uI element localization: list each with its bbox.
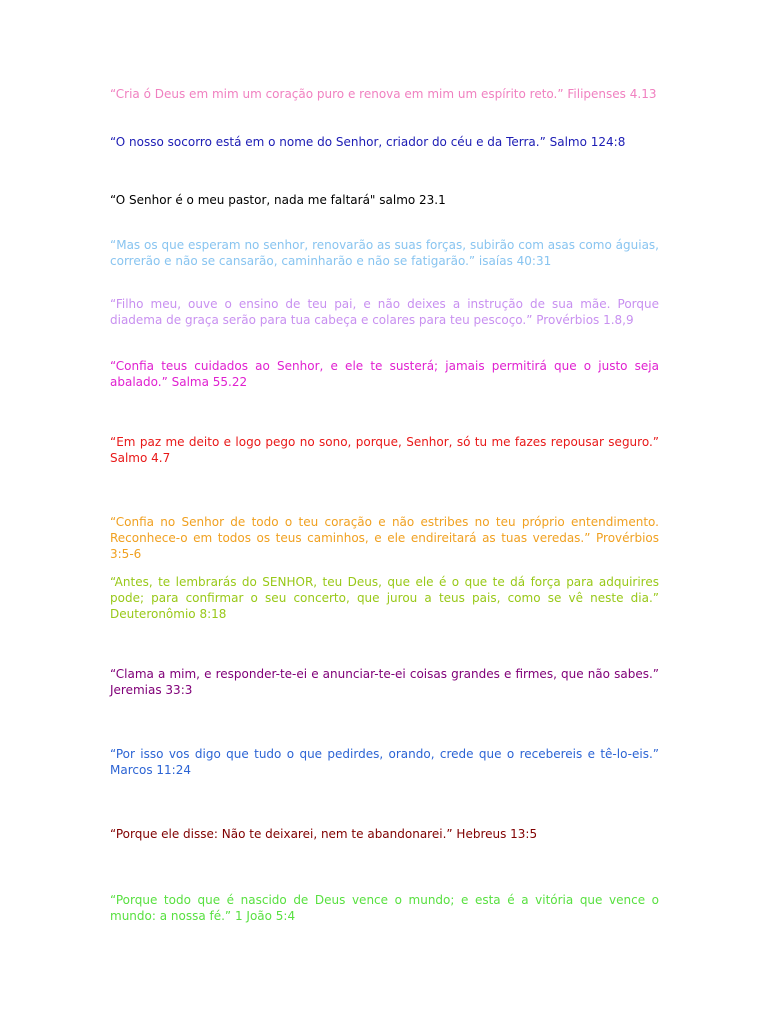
verse-paragraph: “Porque todo que é nascido de Deus vence o mundo; e esta é a vitória que vence o mundo: a nossa fé.” 1 João 5:4 — [110, 893, 659, 923]
verse-paragraph: “Por isso vos digo que tudo o que pedirdes, orando, crede que o recebereis e tê-lo-eis.” Marcos 11:24 — [110, 747, 659, 777]
verse-paragraph: “Mas os que esperam no senhor, renovarão as suas forças, subirão com asas como águias, correrão e não se cansarão, caminharão e não se fatigarão.” isaías 40:31 — [110, 238, 659, 268]
verse-paragraph: “O nosso socorro está em o nome do Senhor, criador do céu e da Terra.” Salmo 124:8 — [110, 135, 626, 149]
verse-paragraph: “Filho meu, ouve o ensino de teu pai, e não deixes a instrução de sua mãe. Porque diadema de graça serão para tua cabeça e colares para teu pescoço.” Provérbios 1.8,9 — [110, 297, 659, 327]
verse-paragraph: “O Senhor é o meu pastor, nada me faltará" salmo 23.1 — [110, 193, 446, 207]
verse-paragraph: “Confia teus cuidados ao Senhor, e ele te susterá; jamais permitirá que o justo seja abalado.” Salma 55.22 — [110, 359, 659, 389]
verse-paragraph: “Clama a mim, e responder-te-ei e anunciar-te-ei coisas grandes e firmes, que não sabes.” Jeremias 33:3 — [110, 667, 659, 697]
verse-paragraph: “Porque ele disse: Não te deixarei, nem te abandonarei.” Hebreus 13:5 — [110, 827, 538, 841]
verse-paragraph: “Antes, te lembrarás do SENHOR, teu Deus, que ele é o que te dá força para adquirires pode; para confirmar o seu concerto, que jurou a teus pais, como se vê neste dia.” Deuteronômio 8:18 — [110, 575, 659, 621]
verse-paragraph: “Em paz me deito e logo pego no sono, porque, Senhor, só tu me fazes repousar seguro.” Salmo 4.7 — [110, 435, 659, 465]
verse-paragraph: “Confia no Senhor de todo o teu coração e não estribes no teu próprio entendimento. Reconhece-o em todos os teus caminhos, e ele endireitará as tuas veredas.” Provérbios 3:5-6 — [110, 515, 659, 561]
verse-paragraph: “Cria ó Deus em mim um coração puro e renova em mim um espírito reto.” Filipenses 4.13 — [110, 87, 657, 101]
